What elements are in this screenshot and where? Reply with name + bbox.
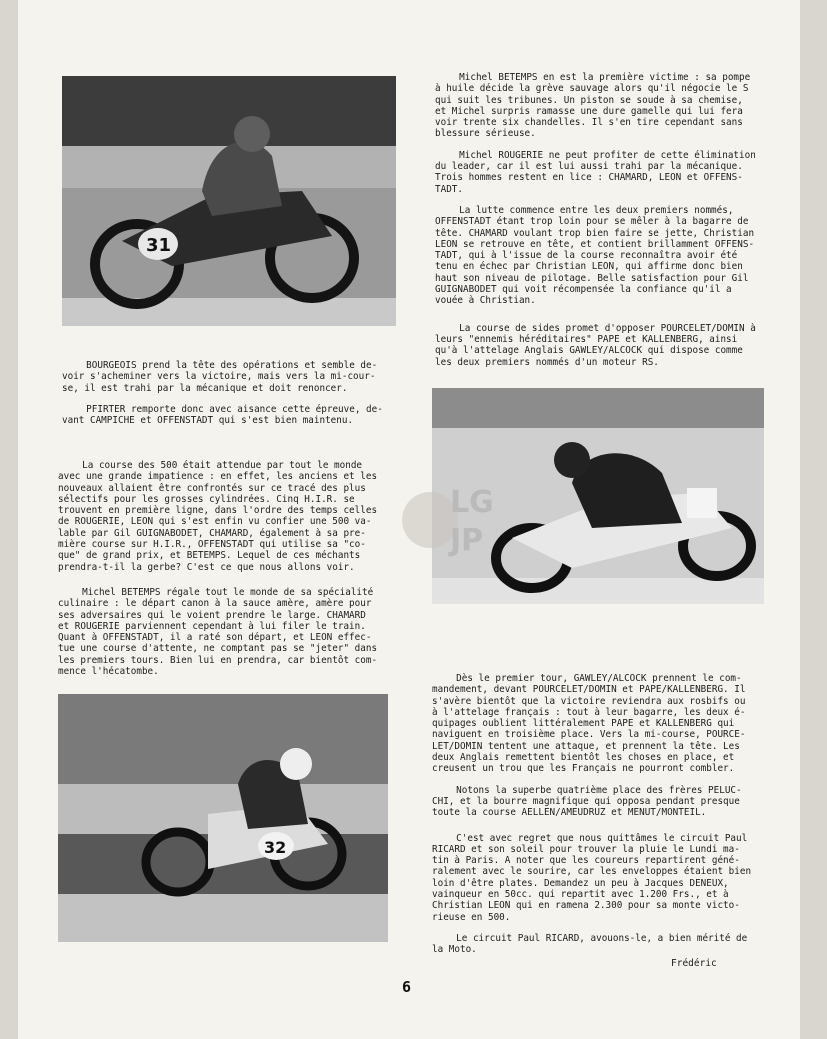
watermark-logo-icon <box>400 474 500 566</box>
paragraph-betemps: Michel BETEMPS régale tout le monde de sa spécialité culinaire : le départ canon à la sauce amère, amère pour ses adversaires qui le voient prendre le large. CHAMARD et ROUGERIE parviennent cependant à lui filer le train. Quant à OFFENSTADT, il a raté son départ, et LEON effec- tue une course d'attente, ne comptant pas se "jeter" dans les premiers tours. Bien lui en prendra, car bientôt com- mence l'hécatombe. <box>58 586 378 678</box>
paragraph-pfirter: PFIRTER remporte donc avec aisance cette épreuve, de- vant CAMPICHE et OFFENSTADT qui s'est bien maintenu. <box>62 403 383 427</box>
paragraph-betemps-victime: Michel BETEMPS en est la première victime : sa pompe à huile décide la grève sauvage alors qu'il négocie le S qui suit les tribunes. Un piston se soude à sa chemise, et Michel surpris ramasse une dure gamelle qui lui fera voir trente six chandelles. Il s'en tire cependant sans blessure sérieuse. <box>435 72 751 140</box>
paragraph-rougerie: Michel ROUGERIE ne peut profiter de cette élimination du leader, car il est lui aussi trahi par la mécanique. Trois hommes restent en lice : CHAMARD, LEON et OFFENS- TADT. <box>435 149 756 195</box>
signature: Frédéric <box>671 958 717 969</box>
paragraph-premier-tour: Dès le premier tour, GAWLEY/ALCOCK prennent le com- mandement, devant POURCELET/DOMIN et PAPE/KALLENBERG. Il s'avère bientôt que la victoire reviendra aux rosbifs ou à l'attelage français : tout à leur bagarre, les deux é- quipages oublient littéralement PAPE et KALLENBERG qui naviguent en troisième place. Vers la mi-course, POURCE- LET/DOMIN tentent une attaque, et prennent la tête. Les deux Anglais remettent bientôt les choses en place, et creusent un trou que les Français ne pourront combler. <box>432 673 746 775</box>
page-number: 6 <box>402 978 412 996</box>
watermark-text-lg: LG <box>450 485 494 520</box>
paragraph-sides: La course de sides promet d'opposer POURCELET/DOMIN à leurs "ennemis héréditaires" PAPE et KALLENBERG, ainsi qu'à l'attelage Anglais GAWLEY/ALCOCK qui dispose comme les deux premiers nommés d'un moteur RS. <box>435 322 756 368</box>
paragraph-circuit: Le circuit Paul RICARD, avouons-le, a bien mérité de la Moto. <box>432 932 748 956</box>
right-column-bottom <box>432 673 772 966</box>
photo-number-plate-32: 32 <box>264 838 287 857</box>
right-column-top <box>435 72 771 378</box>
watermark-text-jp: JP <box>450 523 484 558</box>
magazine-page <box>18 0 800 1039</box>
paragraph-bourgeois: BOURGEOIS prend la tête des opérations et semble de- voir s'acheminer vers la victoire, mais vers la mi-cour- se, il est trahi par la mécanique et doit renoncer. <box>62 360 378 394</box>
photo-rider-31 <box>62 76 396 326</box>
paragraph-lutte: La lutte commence entre les deux premiers nommés, OFFENSTADT étant trop loin pour se mêler à la bagarre de tête. CHAMARD voulant trop bien faire se jette, Christian LEON se retrouve en tête, et contient brillamment OFFENS- TADT, qui à l'issue de la course reconnaîtra avoir été tenu en échec par Christian LEON, qui affirme donc bien haut son niveau de pilotage. Belle satisfaction pour Gil GUIGNABODET qui voit récompensée la confiance qu'il a vouée à Christian. <box>435 204 755 307</box>
left-column-top <box>62 360 396 436</box>
left-column-middle <box>58 460 398 687</box>
photo-rider-32 <box>58 694 388 942</box>
paragraph-course-500: La course des 500 était attendue par tout le monde avec une grande impatience : en effet, les anciens et les nouveaux allaient être confrontés sur ce tracé des plus sélectifs pour les grosses cylindrées. Cinq H.I.R. se trouvent en première ligne, dans l'ordre des temps celles de ROUGERIE, LEON qui s'est enfin vu confier une 500 va- lable par Gil GUIGNABODET, CHAMARD, également à sa pre- mière course sur H.I.R., OFFENSTADT qui utilise sa "co- que" de grand prix, et BETEMPS. Lequel de ces méchants prendra-t-il la gerbe? C'est ce que nous allons voir. <box>58 460 378 573</box>
photo-number-plate-31: 31 <box>146 235 172 256</box>
paragraph-regret: C'est avec regret que nous quittâmes le circuit Paul RICARD et son soleil pour trouver la pluie le Lundi ma- tin à Paris. A noter que les coureurs repartirent géné- ralement avec le sourire, car les enveloppes étaient bien loin d'être plates. Demandez un peu à Jacques DENEUX, vainqueur en 50cc. qui repartit avec 1.200 Frs., et à Christian LEON qui en ramena 2.300 pour sa monte victo- rieuse en 500. <box>432 832 752 923</box>
paragraph-peluchi: Notons la superbe quatrième place des frères PELUC- CHI, et la bourre magnifique qui opposa pendant presque toute la course AELLEN/AMEUDRUZ et MENUT/MONTEIL. <box>432 784 742 819</box>
